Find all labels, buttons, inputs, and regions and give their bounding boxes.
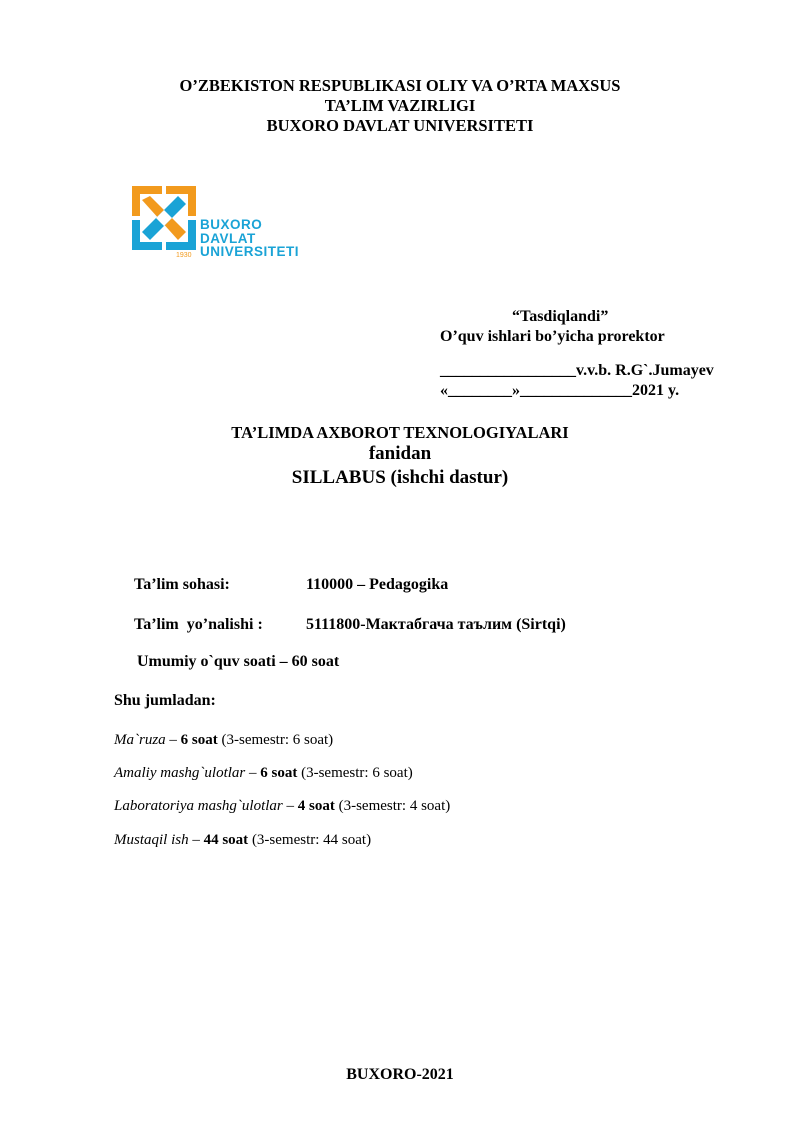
sillabus-title: SILLABUS (ishchi dastur) bbox=[291, 467, 509, 488]
hours-amount: 6 soat bbox=[180, 732, 218, 748]
logo-word-2: DAVLAT bbox=[200, 230, 256, 246]
hours-name: Mustaqil ish bbox=[114, 832, 189, 848]
subject-title: TA’LIMDA AXBOROT TEXNOLOGIYALARI bbox=[231, 423, 569, 442]
logo-wordmark bbox=[200, 218, 299, 259]
hours-detail: (3-semestr: 44 soat) bbox=[248, 832, 372, 848]
hours-dash: – bbox=[165, 732, 181, 748]
total-hours: Umumiy o`quv soati – 60 soat bbox=[137, 653, 340, 670]
approval-signature: _________________v.v.b. R.G`.Jumayev bbox=[440, 362, 714, 379]
yonalishi-label: Ta’lim yo’nalishi : bbox=[134, 616, 263, 633]
hours-amount: 4 soat bbox=[297, 798, 335, 814]
hours-detail: (3-semestr: 4 soat) bbox=[334, 798, 451, 814]
hours-row-maruza bbox=[114, 732, 333, 749]
approval-role: O’quv ishlari bo’yicha prorektor bbox=[440, 328, 665, 345]
logo-year: 1930 bbox=[176, 252, 192, 259]
footer-city-year: BUXORO-2021 bbox=[346, 1066, 454, 1083]
logo-word-3: UNIVERSITETI bbox=[200, 244, 300, 259]
hours-detail: (3-semestr: 6 soat) bbox=[217, 732, 334, 748]
yonalishi-value: 5111800-Мактабгача таълим (Sirtqi) bbox=[306, 616, 566, 633]
ministry-line-2: TA’LIM VAZIRLIGI bbox=[324, 96, 476, 115]
hours-name: Ma`ruza bbox=[114, 732, 166, 748]
shu-jumladan: Shu jumladan: bbox=[114, 692, 216, 709]
hours-row-amaliy bbox=[114, 765, 413, 782]
hours-detail: (3-semestr: 6 soat) bbox=[297, 765, 413, 781]
sohasi-value: 110000 – Pedagogika bbox=[306, 576, 449, 593]
hours-name: Laboratoriya mashg`ulotlar bbox=[114, 798, 283, 814]
hours-row-laboratoriya bbox=[114, 798, 450, 815]
hours-name: Amaliy mashg`ulotlar bbox=[114, 765, 246, 781]
approval-title: “Tasdiqlandi” bbox=[512, 308, 609, 325]
university-logo bbox=[128, 182, 328, 266]
hours-dash: – bbox=[282, 798, 298, 814]
ministry-line-1: O’ZBEKISTON RESPUBLIKASI OLIY VA O’RTA MAXSUS bbox=[179, 76, 621, 95]
hours-dash: – bbox=[188, 832, 204, 848]
logo-word-1: BUXORO bbox=[200, 217, 263, 232]
hours-amount: 44 soat bbox=[203, 832, 249, 848]
hours-row-mustaqil bbox=[114, 832, 371, 849]
hours-dash: – bbox=[245, 765, 261, 781]
hours-amount: 6 soat bbox=[260, 765, 298, 781]
sohasi-label: Ta’lim sohasi: bbox=[134, 576, 230, 593]
university-name: BUXORO DAVLAT UNIVERSITETI bbox=[266, 116, 534, 135]
subject-fanidan: fanidan bbox=[368, 443, 432, 464]
approval-date: «________»______________2021 y. bbox=[440, 382, 680, 399]
logo-emblem-icon bbox=[128, 182, 200, 254]
